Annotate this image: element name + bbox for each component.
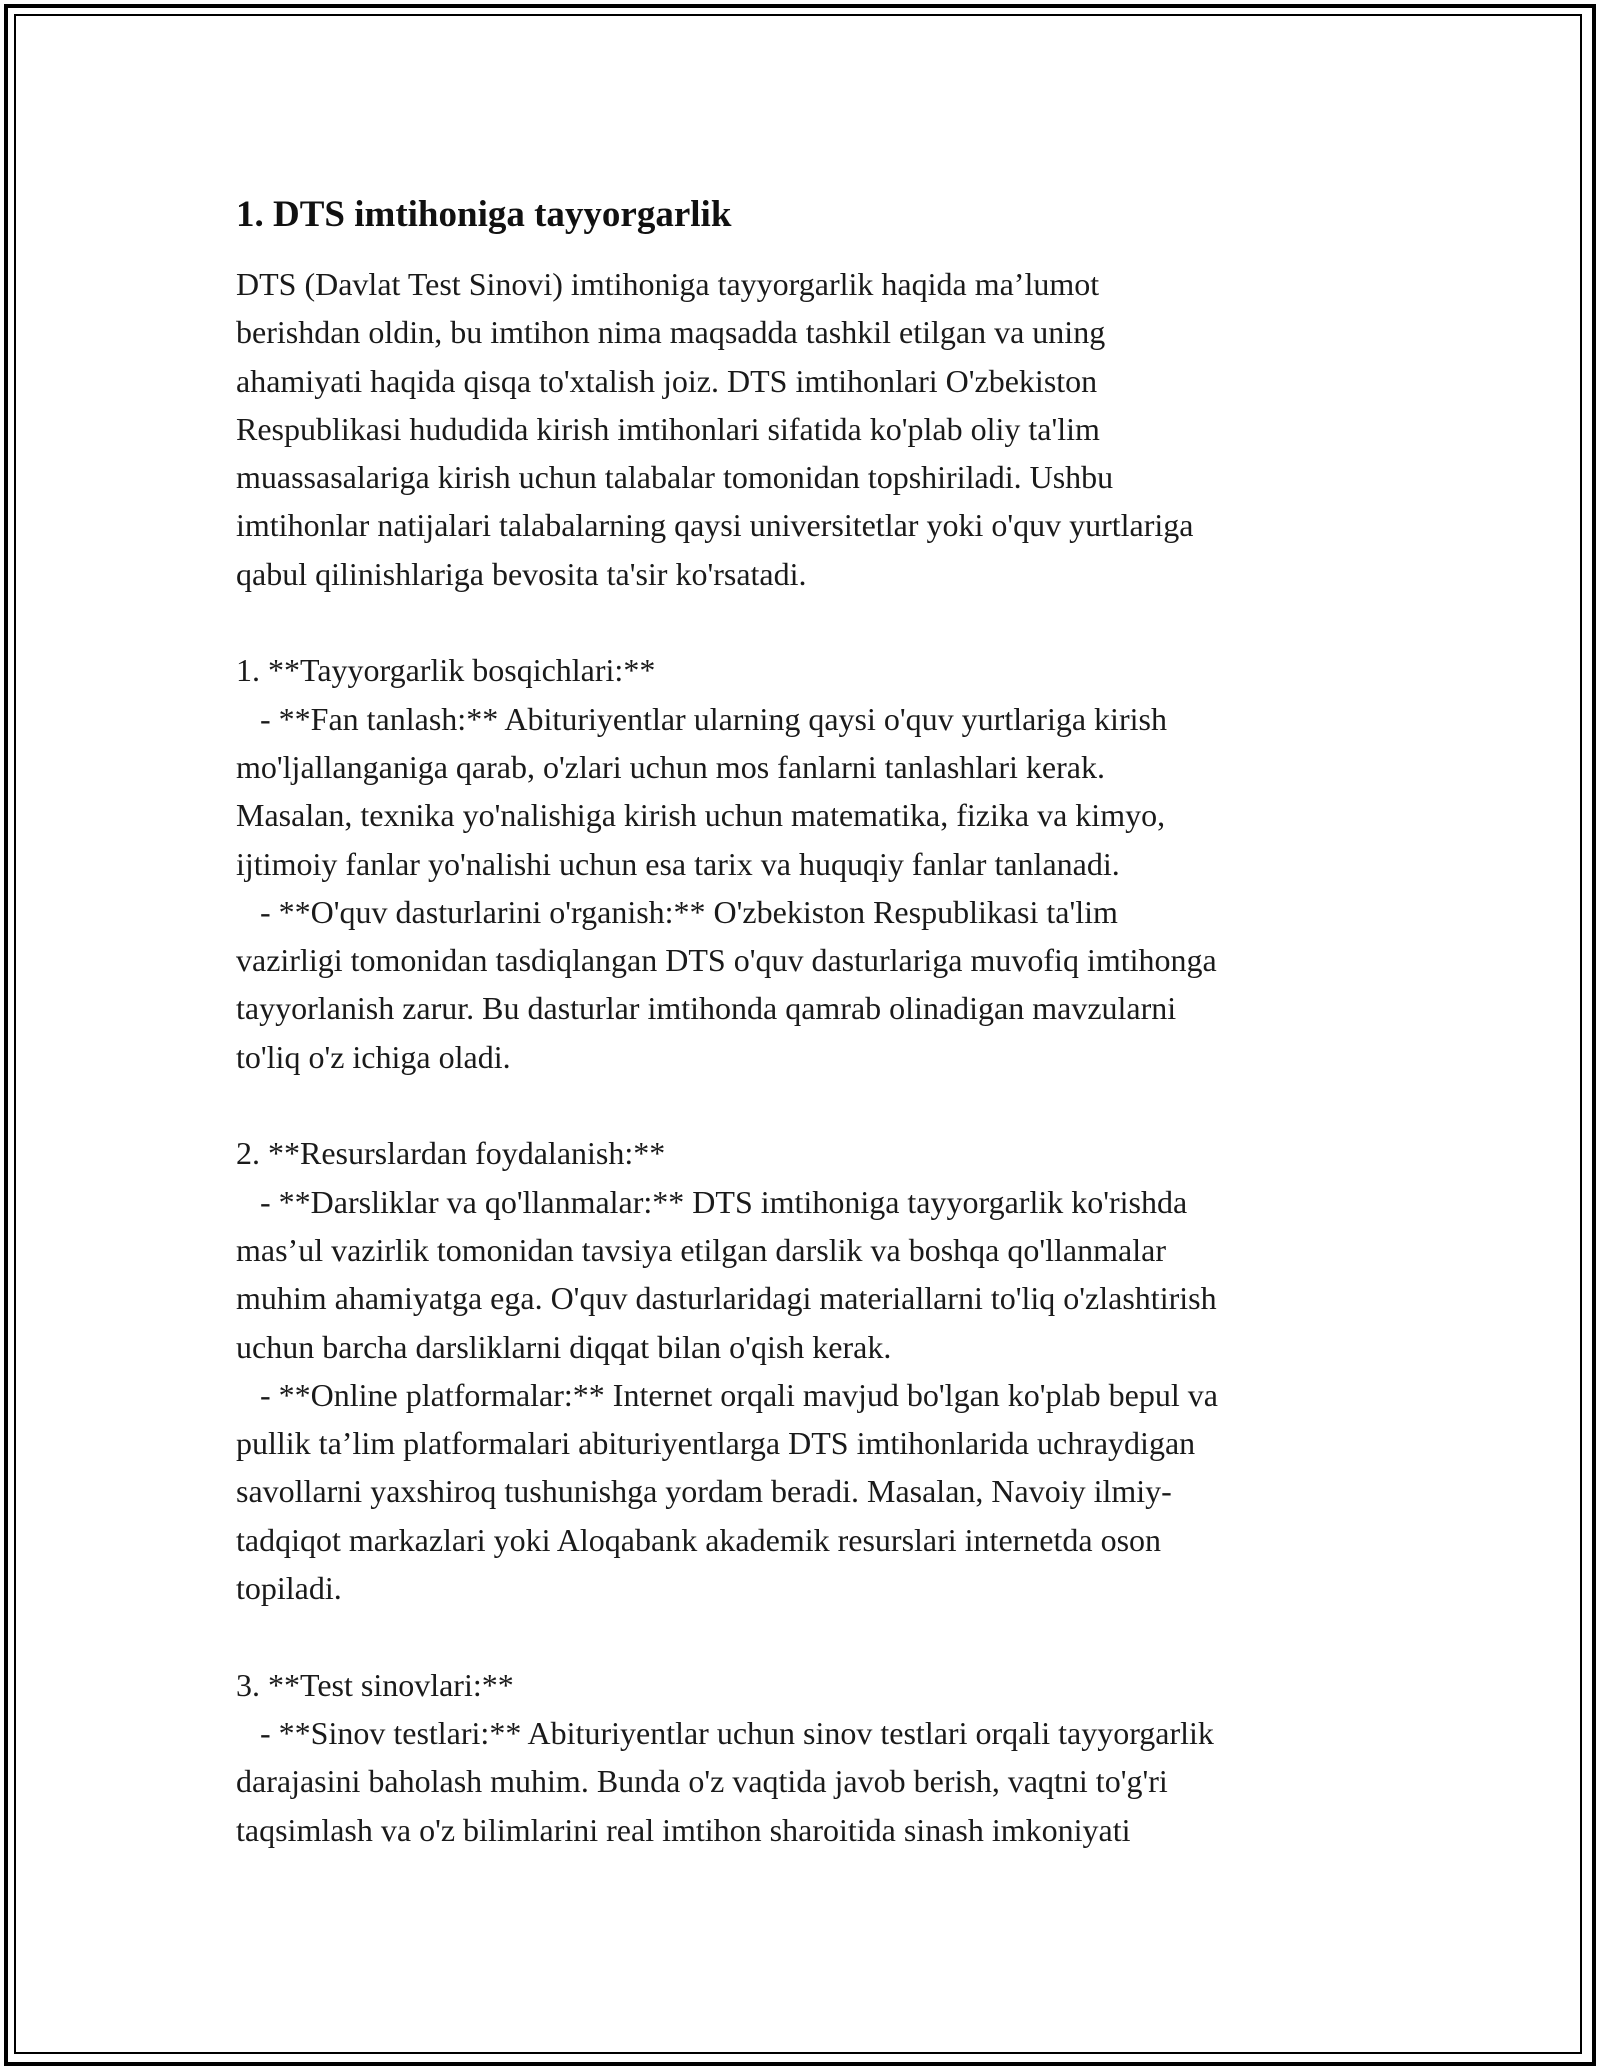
text-line: ijtimoiy fanlar yo'nalishi uchun esa tarix va huquqiy fanlar tanlanadi. <box>236 845 1120 882</box>
text-line: tadqiqot markazlari yoki Aloqabank akademik resurslari internetda oson <box>236 1521 1162 1558</box>
blank-line <box>236 1612 1376 1660</box>
list-item <box>236 1178 1376 1371</box>
section-preparation-stages <box>236 646 1376 1081</box>
section-test-trials <box>236 1661 1376 1854</box>
text-line: taqsimlash va o'z bilimlarini real imtihon sharoitida sinash imkoniyati <box>236 1811 1131 1848</box>
text-line: - **Darsliklar va qo'llanmalar:** DTS imtihoniga tayyorgarlik ko'rishda <box>236 1183 1188 1220</box>
list-item <box>236 1709 1376 1854</box>
text-line: Masalan, texnika yo'nalishiga kirish uchun matematika, fizika va kimyo, <box>236 797 1166 834</box>
document-page <box>236 190 1376 1854</box>
text-line: savollarni yaxshiroq tushunishga yordam beradi. Masalan, Navoiy ilmiy- <box>236 1473 1172 1510</box>
text-line: vazirligi tomonidan tasdiqlangan DTS o'quv dasturlariga muvofiq imtihonga <box>236 942 1217 979</box>
list-item <box>236 1371 1376 1612</box>
text-line: muhim ahamiyatga ega. O'quv dasturlaridagi materiallarni to'liq o'zlashtirish <box>236 1280 1217 1317</box>
text-line: darajasini baholash muhim. Bunda o'z vaqtida javob berish, vaqtni to'g'ri <box>236 1763 1168 1800</box>
text-line: ahamiyati haqida qisqa to'xtalish joiz. DTS imtihonlari O'zbekiston <box>236 362 1098 399</box>
text-line: mo'ljallanganiga qarab, o'zlari uchun mos fanlarni tanlashlari kerak. <box>236 748 1105 785</box>
text-line: - **Online platformalar:** Internet orqali mavjud bo'lgan ko'plab bepul va <box>236 1376 1218 1413</box>
section-resources <box>236 1129 1376 1612</box>
text-line: - **Fan tanlash:** Abituriyentlar ularning qaysi o'quv yurtlariga kirish <box>236 700 1167 737</box>
blank-line <box>236 598 1376 646</box>
text-line: muassasalariga kirish uchun talabalar tomonidan topshiriladi. Ushbu <box>236 459 1114 496</box>
text-line: uchun barcha darsliklarni diqqat bilan o'qish kerak. <box>236 1328 892 1365</box>
section-heading: 3. **Test sinovlari:** <box>236 1666 514 1703</box>
text-line: imtihonlar natijalari talabalarning qaysi universitetlar yoki o'quv yurtlariga <box>236 507 1194 544</box>
text-line: mas’ul vazirlik tomonidan tavsiya etilgan darslik va boshqa qo'llanmalar <box>236 1231 1166 1268</box>
text-line: DTS (Davlat Test Sinovi) imtihoniga tayyorgarlik haqida ma’lumot <box>236 266 1100 302</box>
intro-paragraph <box>236 260 1376 598</box>
text-line: tayyorlanish zarur. Bu dasturlar imtihonda qamrab olinadigan mavzularni <box>236 990 1177 1027</box>
list-item <box>236 888 1376 1081</box>
text-line: to'liq o'z ichiga oladi. <box>236 1038 511 1075</box>
blank-line <box>236 1081 1376 1129</box>
text-line: pullik ta’lim platformalari abituriyentlarga DTS imtihonlarida uchraydigan <box>236 1425 1196 1462</box>
text-line: topiladi. <box>236 1570 342 1607</box>
text-line: - **O'quv dasturlarini o'rganish:** O'zbekiston Respublikasi ta'lim <box>236 893 1118 930</box>
text-line: - **Sinov testlari:** Abituriyentlar uchun sinov testlari orqali tayyorgarlik <box>236 1714 1214 1751</box>
list-item <box>236 695 1376 888</box>
section-heading: 2. **Resurslardan foydalanish:** <box>236 1135 666 1172</box>
text-line: qabul qilinishlariga bevosita ta'sir ko'rsatadi. <box>236 555 807 592</box>
text-line: berishdan oldin, bu imtihon nima maqsadda tashkil etilgan va uning <box>236 314 1106 351</box>
document-title: 1. DTS imtihoniga tayyorgarlik <box>236 194 732 235</box>
text-line: Respublikasi hududida kirish imtihonlari sifatida ko'plab oliy ta'lim <box>236 410 1100 447</box>
section-heading: 1. **Tayyorgarlik bosqichlari:** <box>236 652 656 689</box>
